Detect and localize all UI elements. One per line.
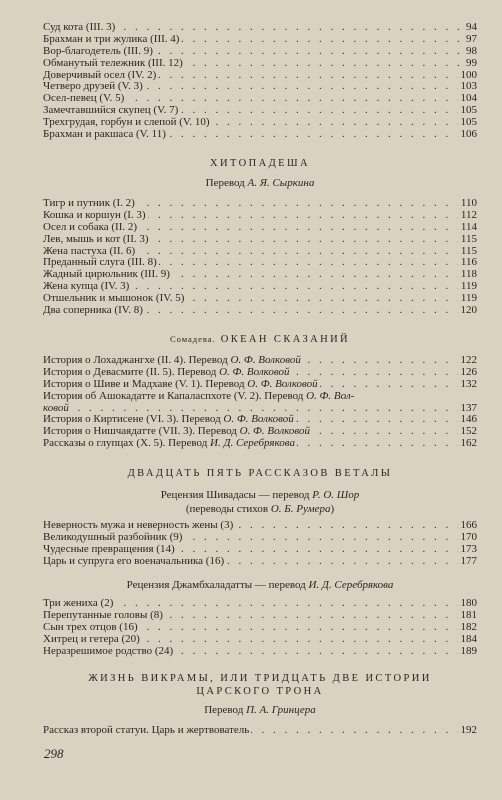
section-title: ОКЕАН СКАЗАНИЙ <box>220 334 351 345</box>
entry-text: История о Девасмите (II. 5). Перевод <box>43 366 220 378</box>
entry-translator: О. Ф. Волковой <box>239 426 310 438</box>
entry-page: 100 <box>458 70 478 82</box>
entry-page: 119 <box>458 293 477 305</box>
page-number: 298 <box>44 746 64 761</box>
entry-title: Брахман и ракшаса (V. 11) <box>43 129 166 141</box>
recension-line-2 <box>43 579 477 592</box>
entry-page: 119 <box>458 281 477 293</box>
toc-entry <box>43 281 477 293</box>
entry-title: Тигр и путник (I. 2) <box>43 198 135 209</box>
entry-title: Трехгрудая, горбун и слепой (V. 10) <box>43 117 210 129</box>
entry-page: 104 <box>458 93 478 105</box>
translator-prefix: Перевод <box>205 177 248 189</box>
toc-entry <box>43 544 477 556</box>
verse-suffix: ) <box>330 503 335 515</box>
toc-entry <box>43 293 477 305</box>
entry-page: 152 <box>458 426 478 438</box>
translator-name: П. А. Гринцера <box>246 704 316 716</box>
toc-entry <box>43 129 477 141</box>
entry-title: Доверчивый осел (IV. 2) <box>43 69 157 81</box>
translator-line <box>43 177 477 190</box>
entry-translator: О. Ф. Волковой <box>223 414 294 426</box>
toc-entry <box>43 367 477 379</box>
entry-title: Брахман и три жулика (III. 4) <box>43 33 180 45</box>
entry-title: Рассказ второй статуи. Царь и жертвователь <box>43 725 250 736</box>
entry-translator: О. Ф. Волковой <box>247 378 318 390</box>
entry-page: 94 <box>463 22 477 34</box>
vetala-list-1 <box>43 520 477 568</box>
entry-translator: О. Ф. Волковой <box>219 366 290 378</box>
entry-text: История о Лохаджангхе (II. 4). Перевод <box>43 355 231 366</box>
entry-page: 106 <box>458 129 478 141</box>
entry-page: 177 <box>458 556 478 568</box>
author-name: Сомадева. <box>169 334 216 344</box>
recension-prefix: Рецензия Шивадасы — перевод <box>160 489 313 501</box>
entry-line1 <box>43 391 477 403</box>
entry-page: 184 <box>458 634 478 646</box>
toc-entry <box>43 391 477 415</box>
entry-page: 192 <box>458 725 478 737</box>
entry-title: Два соперника (IV. 8) <box>43 305 143 317</box>
entry-title: Неверность мужа и неверность жены (3) <box>43 520 234 531</box>
translator-line <box>43 704 477 717</box>
heading-line-1: ЖИЗНЬ ВИКРАМЫ, ИЛИ ТРИДЦАТЬ ДВЕ ИСТОРИИ <box>88 673 432 684</box>
toc-entry <box>43 34 477 46</box>
toc-entry <box>43 355 477 367</box>
toc-entry <box>43 70 477 82</box>
entry-title: Отшельник и мышонок (IV. 5) <box>43 293 185 305</box>
entry-text: История о Нишчаядатте (VII. 3). Перевод <box>43 426 240 438</box>
translator-name: А. Я. Сыркина <box>247 177 315 189</box>
entry-title <box>43 367 291 378</box>
vetala-list-2 <box>43 598 477 657</box>
entry-title: Осел-певец (V. 5) <box>43 93 125 105</box>
entry-translator: О. Ф. Волковой <box>230 355 301 366</box>
entry-page: 132 <box>458 379 478 391</box>
entry-title: Четверо друзей (V. 3) <box>43 81 143 93</box>
entry-page: 112 <box>458 210 477 222</box>
toc-entry <box>43 426 477 438</box>
entry-page: 116 <box>458 257 477 269</box>
toc-entry <box>43 520 477 532</box>
vikrama-list <box>43 725 477 737</box>
entry-title: Перепутанные головы (8) <box>43 609 163 621</box>
toc-entry <box>43 556 477 568</box>
entry-title: Чудесные превращения (14) <box>43 543 175 555</box>
toc-entry <box>43 257 477 269</box>
entry-text: Рассказы о глупцах (X. 5). Перевод <box>43 438 211 450</box>
entry-title: Обманутый тележник (III. 12) <box>43 57 183 69</box>
toc-entry <box>43 269 477 281</box>
entry-title: Суд кота (III. 3) <box>43 22 116 33</box>
toc-entry <box>43 622 477 634</box>
toc-entry <box>43 379 477 391</box>
entry-page: 103 <box>458 81 478 93</box>
section-heading-vetala: ДВАДЦАТЬ ПЯТЬ РАССКАЗОВ ВЕТАЛЫ <box>127 468 393 479</box>
toc-entry <box>43 46 477 58</box>
toc-entry <box>43 610 477 622</box>
entry-title: Три жениха (2) <box>43 598 114 609</box>
entry-page: 105 <box>458 105 478 117</box>
entry-line2 <box>43 403 477 415</box>
toc-entry <box>43 93 477 105</box>
entry-page: 180 <box>458 598 478 610</box>
toc-entry <box>43 117 477 129</box>
toc-entry <box>43 414 477 426</box>
entry-page: 137 <box>458 403 478 415</box>
entry-page: 162 <box>458 438 478 450</box>
toc-entry <box>43 198 477 210</box>
entry-title: Вор-благодетель (III. 9) <box>43 45 153 57</box>
entry-title: Жена пастуха (II. 6) <box>43 245 136 257</box>
entry-title <box>43 355 303 366</box>
entry-page: 173 <box>458 544 478 556</box>
heading-line-2: ЦАРСКОГО ТРОНА <box>196 686 324 697</box>
translator-name: И. Д. Серебрякова <box>308 579 394 591</box>
section-heading-vikrama <box>43 672 477 698</box>
entry-page: 170 <box>458 532 478 544</box>
entry-title <box>43 379 320 390</box>
entry-title: Осел и собака (II. 2) <box>43 221 138 233</box>
entry-page: 181 <box>458 610 478 622</box>
entry-translator: О. Ф. Вол- <box>306 390 355 402</box>
entry-page: 126 <box>458 367 478 379</box>
entry-title: Жена купца (IV. 3) <box>43 281 130 293</box>
entry-page: 118 <box>458 269 477 281</box>
section-heading-hitopadesha: ХИТОПАДЕША <box>210 158 310 169</box>
entry-page: 115 <box>458 234 477 246</box>
entry-title: Кошка и коршун (I. 3) <box>43 209 146 221</box>
toc-entry <box>43 246 477 258</box>
entry-title: Лев, мышь и кот (II. 3) <box>43 233 149 245</box>
toc-entry <box>43 305 477 317</box>
recension-line-1 <box>43 489 477 502</box>
verse-translator-line <box>43 503 477 516</box>
toc-entry <box>43 22 477 34</box>
hitopadesha-list <box>43 198 477 317</box>
section-heading-ocean <box>43 333 477 346</box>
toc-entry <box>43 634 477 646</box>
entry-title: Сын трех отцов (16) <box>43 621 138 633</box>
entry-page: 166 <box>458 520 478 532</box>
verse-translator-name: О. Б. Румера <box>270 503 331 515</box>
entry-text: История о Киртисене (VI. 3). Перевод <box>43 414 224 426</box>
translator-prefix: Перевод <box>204 704 247 716</box>
entry-title <box>43 438 297 449</box>
toc-entry <box>43 58 477 70</box>
toc-entry <box>43 210 477 222</box>
entry-title <box>43 414 296 425</box>
recension-prefix: Рецензия Джамбхаладатты — перевод <box>126 579 309 591</box>
entry-page: 97 <box>463 34 477 46</box>
entry-page: 110 <box>458 198 477 210</box>
entry-page: 105 <box>458 117 478 129</box>
entry-title: Жадный цирюльник (III. 9) <box>43 269 170 281</box>
entry-page: 189 <box>458 646 478 658</box>
toc-entry <box>43 234 477 246</box>
entry-title: Великодушный разбойник (9) <box>43 531 183 543</box>
panchatantra-list <box>43 22 477 141</box>
entry-page: 115 <box>458 246 477 258</box>
entry-text: История об Ашокадатте и Капаласпхоте (V. 2). Перевод <box>43 390 307 402</box>
entry-page: 99 <box>463 58 477 70</box>
toc-entry <box>43 646 477 658</box>
entry-page: 122 <box>458 355 478 367</box>
verse-prefix: (переводы стихов <box>185 503 271 515</box>
entry-page: 98 <box>463 46 477 58</box>
toc-entry <box>43 438 477 450</box>
entry-title: Преданный слуга (III. 8) <box>43 257 157 269</box>
toc-entry <box>43 81 477 93</box>
entry-title: Царь и супруга его военачальника (16) <box>43 555 225 567</box>
toc-entry <box>43 725 477 737</box>
entry-title: Замечтавшийся скупец (V. 7) <box>43 105 179 117</box>
entry-translator: И. Д. Серебрякова <box>210 438 295 450</box>
entry-text: История о Шиве и Мадхаве (V. 1). Перевод <box>43 378 248 390</box>
entry-page: 146 <box>458 414 478 426</box>
entry-translator-cont: ковой <box>43 402 69 414</box>
ocean-list <box>43 355 477 450</box>
toc-entry <box>43 532 477 544</box>
entry-page: 120 <box>458 305 478 317</box>
toc-entry <box>43 222 477 234</box>
toc-entry <box>43 105 477 117</box>
toc-entry <box>43 598 477 610</box>
entry-page: 114 <box>458 222 477 234</box>
entry-page: 182 <box>458 622 478 634</box>
translator-name: Р. О. Шор <box>312 489 360 501</box>
entry-title <box>43 426 312 437</box>
entry-title: Неразрешимое родство (24) <box>43 645 174 657</box>
entry-title: Хитрец и гетера (20) <box>43 633 140 645</box>
